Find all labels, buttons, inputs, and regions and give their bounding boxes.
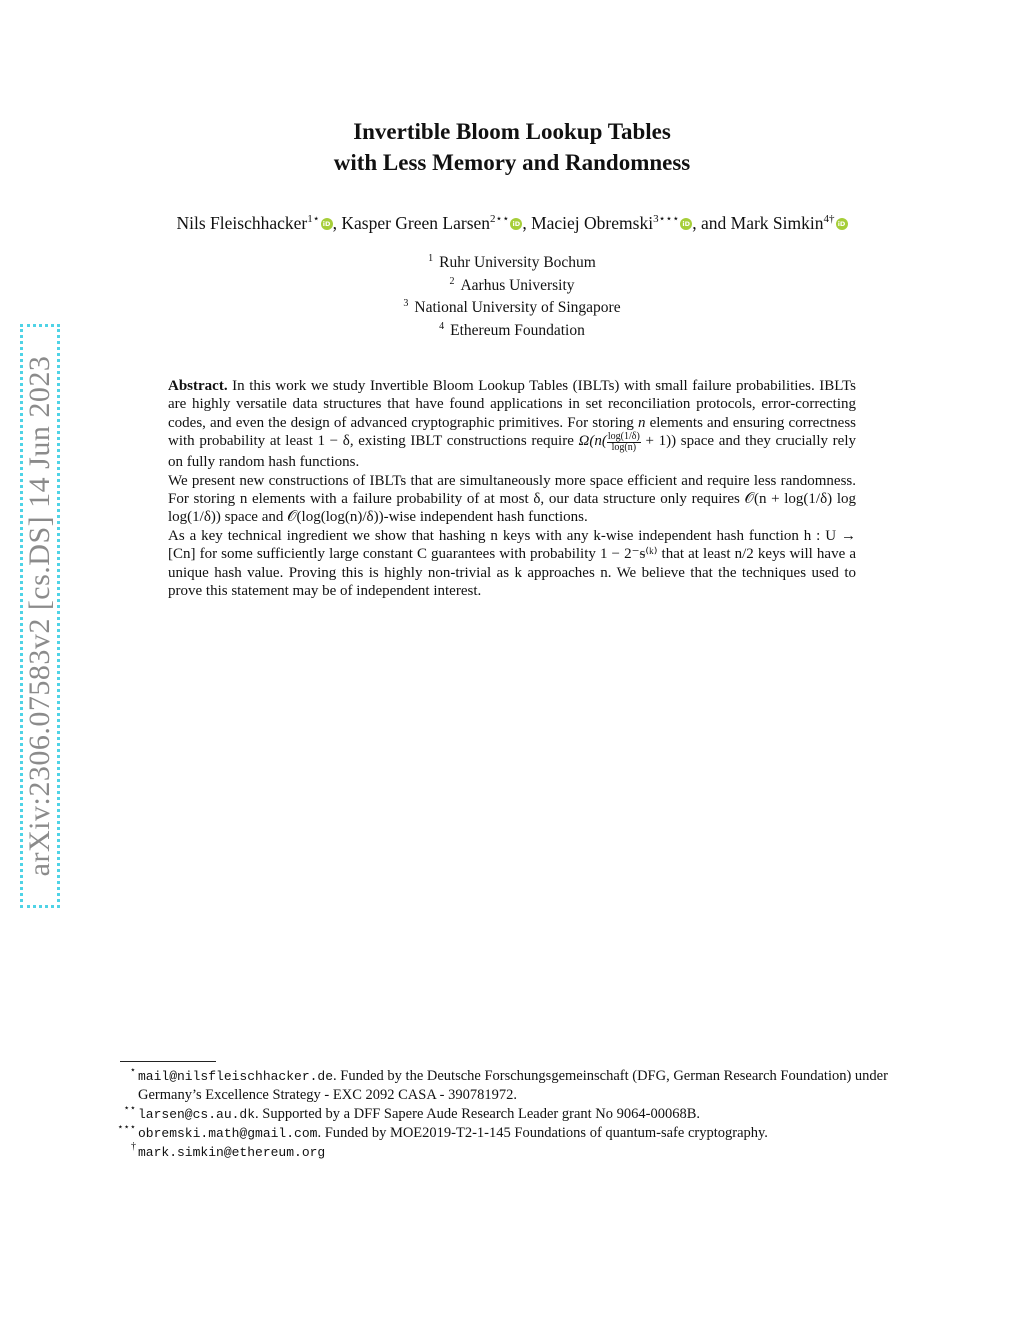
author-sep: , <box>522 213 532 233</box>
affiliation <box>0 295 1024 318</box>
orcid-icon[interactable] <box>510 218 522 230</box>
affiliation-num: 1 <box>428 253 434 264</box>
affiliation <box>0 273 1024 296</box>
footnote <box>117 1121 906 1143</box>
affiliation-name: National University of Singapore <box>414 299 621 316</box>
omega-expression: Ω(n( $\frac{\log(1/\delta)}{\log(n)}$ + 1)) <box>578 431 677 454</box>
abstract-text: elements and ensuring correctness with probability at least 1 − δ, existing IBLT constructions require <box>168 414 857 450</box>
abstract-label: Abstract. <box>168 378 228 394</box>
footnote-email[interactable]: mail@nilsfleischhacker.de <box>138 1069 334 1084</box>
author-name: Mark Simkin <box>730 213 824 233</box>
footnote-text: . Supported by a DFF Sapere Aude Research Leader grant No 9064-00068B. <box>255 1105 700 1122</box>
author-name: Kasper Green Larsen <box>341 213 491 233</box>
footnote-text: . Funded by MOE2019-T2-1-145 Foundations of quantum-safe cryptography. <box>317 1124 768 1141</box>
footnote-email[interactable]: larsen@cs.au.dk <box>138 1106 256 1122</box>
affiliations <box>0 250 1024 340</box>
title-line-1: Invertible Bloom Lookup Tables <box>353 119 671 144</box>
title-line-2: with Less Memory and Randomness <box>333 150 691 175</box>
footnote-mark: ⋆⋆ <box>123 1102 136 1114</box>
footnote-mark: ⋆⋆⋆ <box>117 1121 136 1133</box>
footnote-email[interactable]: obremski.math@gmail.com <box>138 1125 318 1141</box>
orcid-icon[interactable] <box>836 218 848 230</box>
footnote-mark: ⋆ <box>129 1065 136 1076</box>
orcid-icon[interactable] <box>680 218 692 230</box>
affiliation-num: 4 <box>439 320 445 332</box>
affiliation-name: Aarhus University <box>460 276 575 294</box>
author-sep: , and <box>692 213 731 233</box>
author-list <box>0 212 1024 234</box>
author-sup: 3⋆⋆⋆ <box>653 213 680 225</box>
fraction: $\frac{\log(1/\delta)}{\log(n)}$ <box>607 431 640 454</box>
arxiv-stamp: arXiv:2306.07583v2 [cs.DS] 14 Jun 2023 <box>23 355 56 877</box>
footnote <box>120 1067 906 1105</box>
abstract-text: space and they crucially rely on fully random hash functions. <box>168 433 856 471</box>
footnote <box>120 1143 906 1162</box>
footnote-mark: † <box>131 1141 136 1153</box>
footnote-text: . Funded by the Deutsche Forschungsgemeinschaft (DFG, German Research Foundation) under Germany’s Excellence Strategy - EXC 2092 CASA - 390781972. <box>138 1068 888 1104</box>
affiliation-name: Ruhr University Bochum <box>439 254 596 271</box>
affiliation-name: Ethereum Foundation <box>450 321 585 339</box>
author-name: Maciej Obremski <box>531 213 654 233</box>
author-name: Nils Fleischhacker <box>176 213 308 233</box>
paper-title <box>0 116 1024 178</box>
author-sup: 2⋆⋆ <box>490 213 510 225</box>
author-sup: 1⋆ <box>307 213 320 225</box>
abstract-paragraph-3: As a key technical ingredient we show that hashing n keys with any k-wise independent hash function h : U → [Cn] for some sufficiently large constant C guarantees with probability 1 − 2⁻ᵴ⁽ᵏ⁾ that at least n/2 keys will have a unique hash value. Proving this is highly non-trivial as k approaches n. We believe that the techniques used to prove this statement may be of independent interest. <box>168 527 856 600</box>
author-sup: 4† <box>823 213 835 225</box>
affiliation <box>0 318 1024 341</box>
abstract-paragraph-2: We present new constructions of IBLTs that are simultaneously more space efficient and require less randomness. For storing n elements with a failure probability of at most δ, our data structure only requires 𝒪(n + log(1/δ) log log(1/δ)) space and 𝒪(log(log(n)/δ))-wise independent hash functions. <box>168 472 856 526</box>
affiliation <box>0 250 1024 273</box>
abstract-text: In this work we study Invertible Bloom Lookup Tables (IBLTs) with small failure probabilities. IBLTs are highly versatile data structures that have found applications in set reconciliation protocols, error-correcting codes, and even the design of advanced cryptographic primitives. For storing <box>168 378 856 431</box>
affiliation-num: 2 <box>449 275 455 287</box>
abstract-paragraph-1: Abstract. In this work we study Invertible Bloom Lookup Tables (IBLTs) with small failure probabilities. IBLTs are highly versatile data structures that have found applications in set reconciliation protocols, error-correcting codes, and even the design of advanced cryptographic primitives. For storing n elements and ensuring correctness with probability at least 1 − δ, existing IBLT constructions require Ω(n( $\frac{\log(1/\delta)}{\log(n)}$ + 1)) space and they crucially rely on fully random hash functions. <box>168 378 857 471</box>
footnote <box>120 1102 906 1124</box>
orcid-icon[interactable] <box>321 218 333 230</box>
author-sep: , <box>332 213 342 233</box>
footnotes <box>117 1065 906 1162</box>
abstract <box>168 377 856 600</box>
footnote-email[interactable]: mark.simkin@ethereum.org <box>138 1145 326 1161</box>
affiliation-num: 3 <box>403 298 409 309</box>
